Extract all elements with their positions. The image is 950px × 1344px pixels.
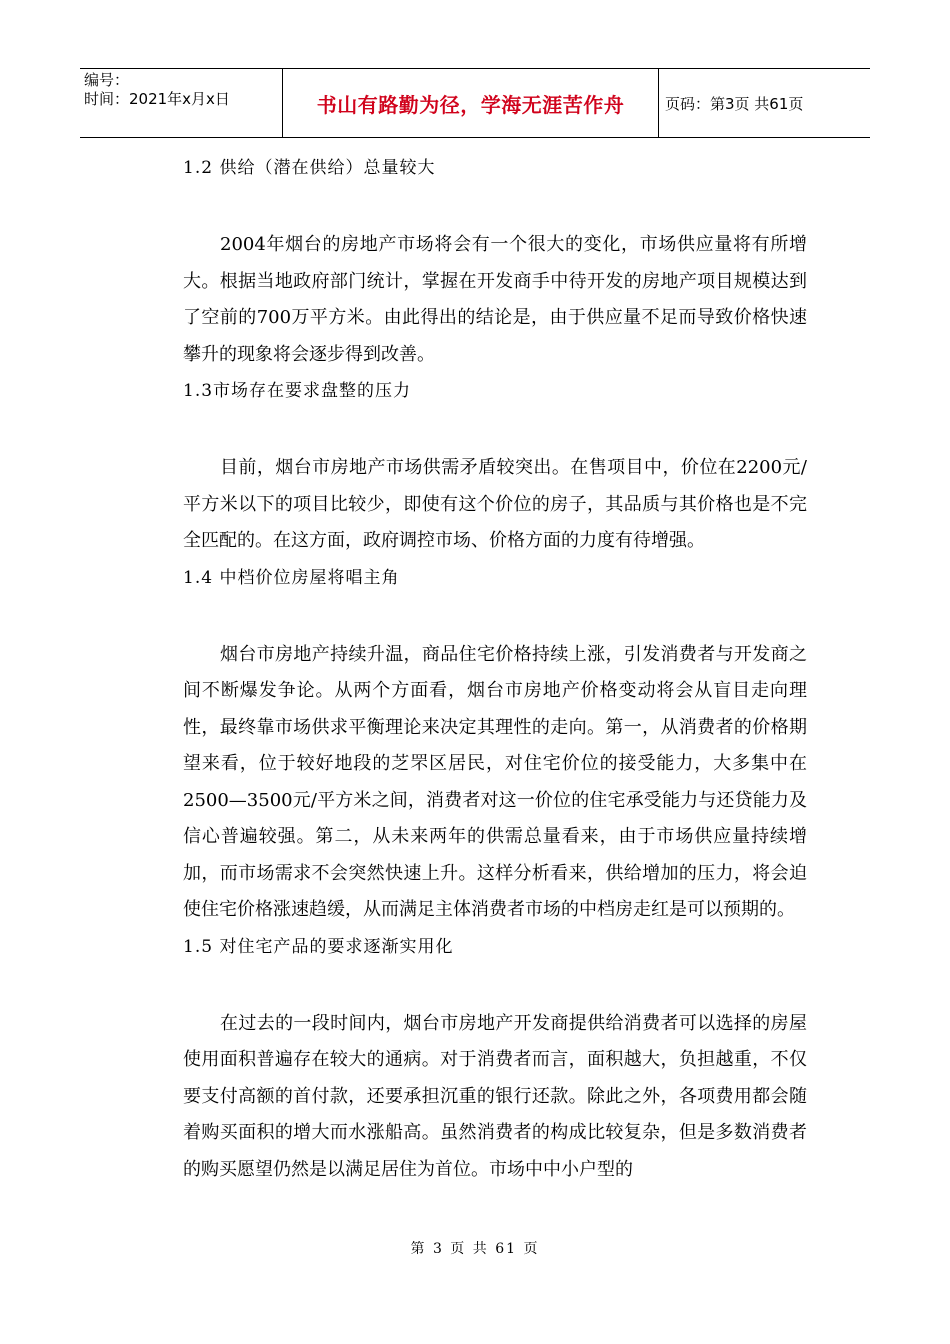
header-page-info: 页码：第3页 共61页	[665, 94, 804, 113]
section-paragraph: 目前，烟台市房地产市场供需矛盾较突出。在售项目中，价位在2200元/平方米以下的项目比较少，即使有这个价位的房子，其品质与其价格也是不完全匹配的。在这方面，政府调控市场、价格方面的力度有待增强。	[183, 457, 807, 551]
section-heading: 1.3市场存在要求盘整的压力	[183, 381, 412, 401]
document-time-label: 时间：2021年x月x日	[84, 90, 230, 108]
section-paragraph: 烟台市房地产持续升温，商品住宅价格持续上涨，引发消费者与开发商之间不断爆发争论。从两个方面看，烟台市房地产价格变动将会从盲目走向理性，最终靠市场供求平衡理论来决定其理性的走向。第一，从消费者的价格期望来看，位于较好地段的芝罘区居民，对住宅价位的接受能力，大多集中在2500—3500元/平方米之间，消费者对这一价位的住宅承受能力与还贷能力及信心普遍较强。第二，从未来两年的供需总量看来，由于市场供应量持续增加，而市场需求不会突然快速上升。这样分析看来，供给增加的压力，将会迫使住宅价格涨速趋缓，从而满足主体消费者市场的中档房走红是可以预期的。	[183, 643, 807, 920]
page-footer: 第 3 页 共 61 页	[410, 1241, 540, 1257]
section-heading: 1.5 对住宅产品的要求逐渐实用化	[183, 936, 454, 957]
document-body	[183, 150, 807, 1188]
header-meta	[80, 69, 283, 137]
section-heading: 1.4 中档价位房屋将唱主角	[183, 567, 400, 588]
page-header	[80, 68, 870, 138]
header-motto: 书山有路勤为径，学海无涯苦作舟	[283, 69, 659, 137]
section-paragraph: 2004年烟台的房地产市场将会有一个很大的变化，市场供应量将有所增大。根据当地政府部门统计，掌握在开发商手中待开发的房地产项目规模达到了空前的700万平方米。由此得出的结论是，由于供应量不足而导致价格快速攀升的现象将会逐步得到改善。	[183, 234, 807, 365]
section-heading: 1.2 供给（潜在供给）总量较大	[183, 158, 436, 178]
document-number-label: 编号：	[84, 71, 130, 89]
section-paragraph: 在过去的一段时间内，烟台市房地产开发商提供给消费者可以选择的房屋使用面积普遍存在较大的通病。对于消费者而言，面积越大，负担越重，不仅要支付高额的首付款，还要承担沉重的银行还款。除此之外，各项费用都会随着购买面积的增大而水涨船高。虽然消费者的构成比较复杂，但是多数消费者的购买愿望仍然是以满足居住为首位。市场中中小户型的	[183, 1012, 807, 1180]
